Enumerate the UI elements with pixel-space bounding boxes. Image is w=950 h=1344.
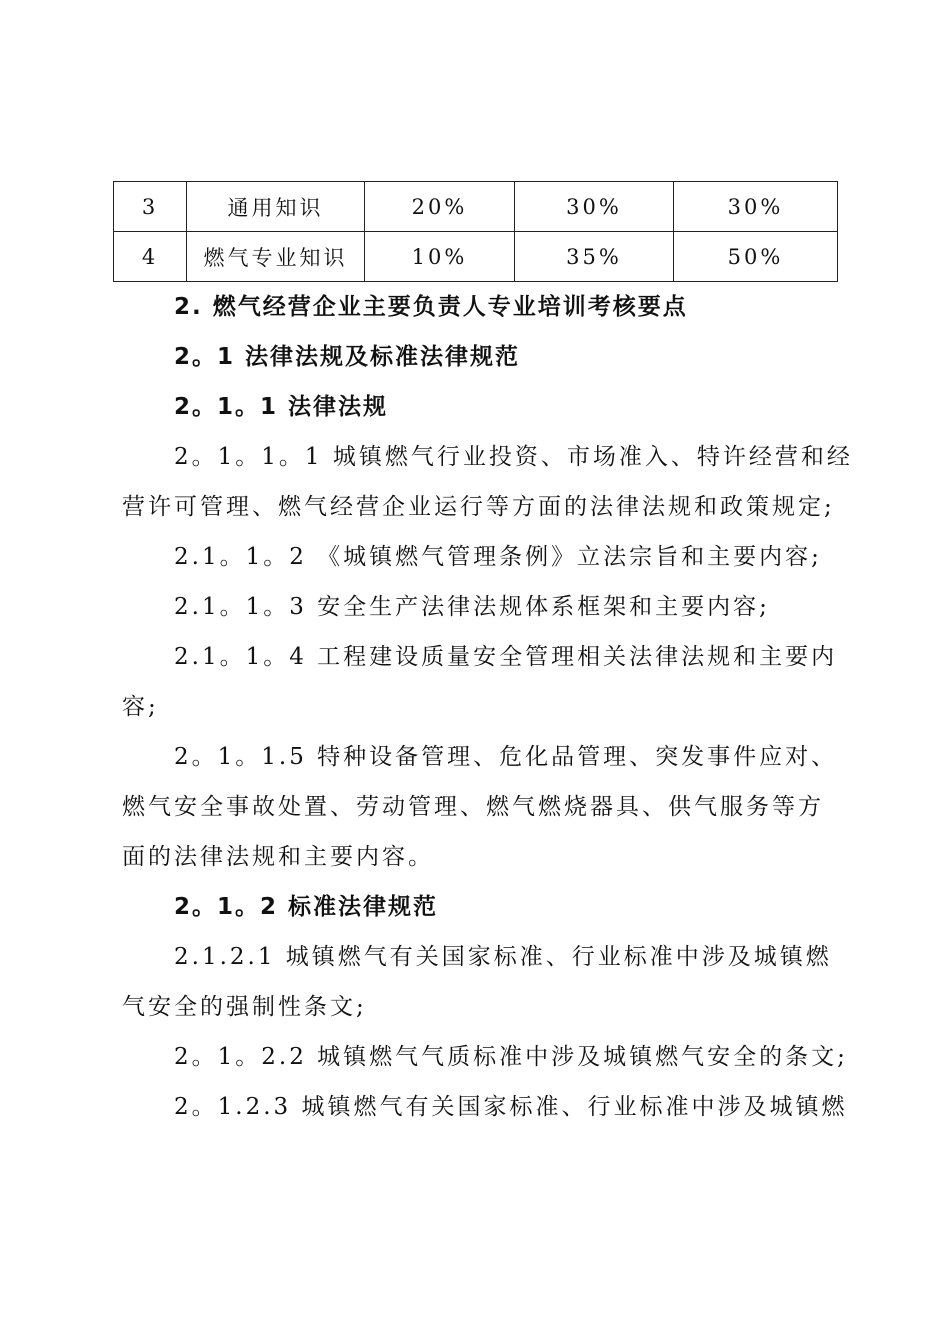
paragraph-line: 气安全的强制性条文; bbox=[122, 994, 367, 1020]
subsection-heading: 2。1 法律法规及标准法律规范 bbox=[174, 344, 521, 370]
section-heading: 2. 燃气经营企业主要负责人专业培训考核要点 bbox=[174, 294, 688, 320]
paragraph-line: 2.1.2.1 城镇燃气有关国家标准、行业标准中涉及城镇燃 bbox=[174, 944, 832, 970]
paragraph-line: 面的法律法规和主要内容。 bbox=[122, 844, 434, 870]
paragraph-line: 2.1。1。4 工程建设质量安全管理相关法律法规和主要内 bbox=[174, 644, 838, 670]
table-cell-percent: 10% bbox=[365, 232, 515, 282]
table-cell-percent: 35% bbox=[515, 232, 674, 282]
table-cell-index: 3 bbox=[114, 182, 187, 232]
paragraph-line: 营许可管理、燃气经营企业运行等方面的法律法规和政策规定; bbox=[122, 494, 835, 520]
table-cell-subject: 通用知识 bbox=[187, 182, 365, 232]
paragraph-line: 2.1。1。3 安全生产法律法规体系框架和主要内容; bbox=[174, 594, 770, 620]
table-cell-subject: 燃气专业知识 bbox=[187, 232, 365, 282]
table-cell-percent: 30% bbox=[515, 182, 674, 232]
table-cell-percent: 20% bbox=[365, 182, 515, 232]
paragraph-line: 2.1。1。2 《城镇燃气管理条例》立法宗旨和主要内容; bbox=[174, 544, 822, 570]
table-cell-index: 4 bbox=[114, 232, 187, 282]
paragraph-line: 燃气安全事故处置、劳动管理、燃气燃烧器具、供气服务等方 bbox=[122, 794, 824, 820]
paragraph-line: 容; bbox=[122, 694, 159, 720]
paragraph-line: 2。1。1.5 特种设备管理、危化品管理、突发事件应对、 bbox=[174, 744, 838, 770]
paragraph-line: 2。1。1。1 城镇燃气行业投资、市场准入、特许经营和经 bbox=[174, 444, 853, 470]
paragraph-line: 2。1。2.2 城镇燃气气质标准中涉及城镇燃气安全的条文; bbox=[174, 1044, 848, 1070]
subsection-heading: 2。1。1 法律法规 bbox=[174, 394, 389, 420]
subsection-heading: 2。1。2 标准法律规范 bbox=[174, 894, 439, 920]
score-weight-table bbox=[113, 181, 838, 282]
table-cell-percent: 30% bbox=[674, 182, 838, 232]
paragraph-line: 2。1.2.3 城镇燃气有关国家标准、行业标准中涉及城镇燃 bbox=[174, 1094, 848, 1120]
table-cell-percent: 50% bbox=[674, 232, 838, 282]
table-row bbox=[114, 232, 838, 282]
table-row bbox=[114, 182, 838, 232]
